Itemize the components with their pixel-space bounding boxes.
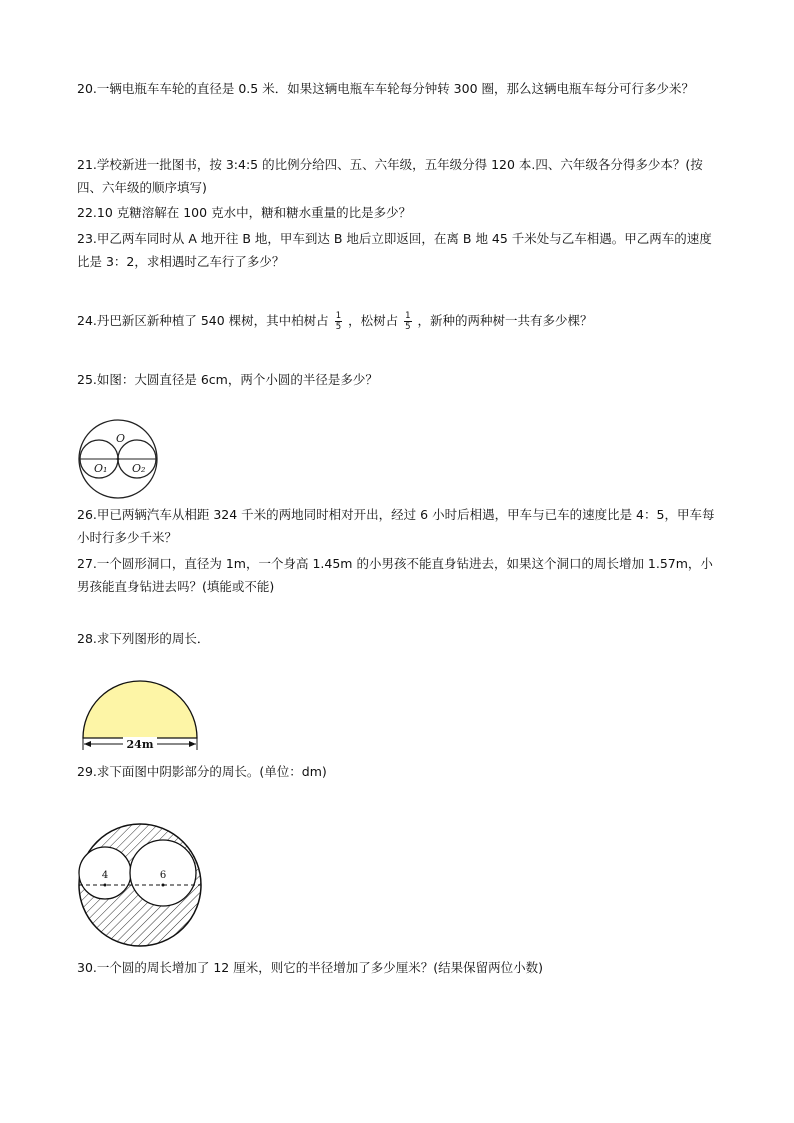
q24-fraction-2 — [404, 311, 411, 332]
question-27: 27.一个圆形洞口，直径为 1m，一个身高 1.45m 的小男孩不能直身钻进去，如果这个洞口的周长增加 1.57m，小男孩能直身钻进去吗？(填能或不能) — [77, 556, 713, 594]
question-26: 26.甲已两辆汽车从相距 324 千米的两地同时相对开出，经过 6 小时后相遇，甲车与已车的速度比是 4：5，甲车每小时行多少千米？ — [77, 507, 715, 545]
fraction-numerator: 1 — [335, 311, 342, 321]
question-21: 21.学校新进一批图书，按 3:4:5 的比例分给四、五、六年级，五年级分得 120 本.四、六年级各分得多少本？(按四、六年级的顺序填写) — [77, 157, 703, 195]
label-center-o: O — [116, 432, 126, 445]
figure-29-shaded-circles — [76, 821, 206, 951]
q24-text-2: ，松树占 — [348, 313, 399, 328]
label-center-o2: O₂ — [132, 462, 146, 475]
question-28: 28.求下列图形的周长． — [77, 631, 210, 646]
fraction-denominator: 5 — [335, 322, 342, 332]
label-center-o1: O₁ — [94, 462, 108, 475]
q24-fraction-1 — [335, 311, 342, 332]
label-diameter-24m: 24m — [126, 738, 154, 751]
figure-25-circles — [76, 417, 160, 501]
question-24 — [77, 309, 722, 332]
question-22: 22.10 克糖溶解在 100 克水中，糖和糖水重量的比是多少？ — [77, 205, 412, 220]
label-small-4: 4 — [101, 870, 109, 881]
fraction-denominator: 5 — [405, 322, 411, 332]
q24-text-3: ，新种的两种树一共有多少棵？ — [417, 313, 593, 328]
figure-28-semicircle — [80, 680, 200, 752]
q24-text-1: 24.丹巴新区新种植了 540 棵树，其中柏树占 — [77, 313, 329, 328]
question-30: 30.一个圆的周长增加了 12 厘米，则它的半径增加了多少厘米？(结果保留两位小数) — [77, 960, 543, 975]
fraction-numerator: 1 — [405, 311, 411, 321]
question-23: 23.甲乙两车同时从 A 地开往 B 地，甲车到达 B 地后立即返回，在离 B 地 45 千米处与乙车相遇。甲乙两车的速度比是 3：2，求相遇时乙车行了多少？ — [77, 231, 712, 269]
question-25: 25.如图：大圆直径是 6cm，两个小圆的半径是多少？ — [77, 372, 378, 387]
question-29: 29.求下面图中阴影部分的周长。(单位：dm) — [77, 764, 327, 779]
label-small-6: 6 — [159, 870, 167, 881]
question-20: 20.一辆电瓶车车轮的直径是 0.5 米．如果这辆电瓶车车轮每分钟转 300 圈，那么这辆电瓶车每分可行多少米？ — [77, 81, 695, 96]
